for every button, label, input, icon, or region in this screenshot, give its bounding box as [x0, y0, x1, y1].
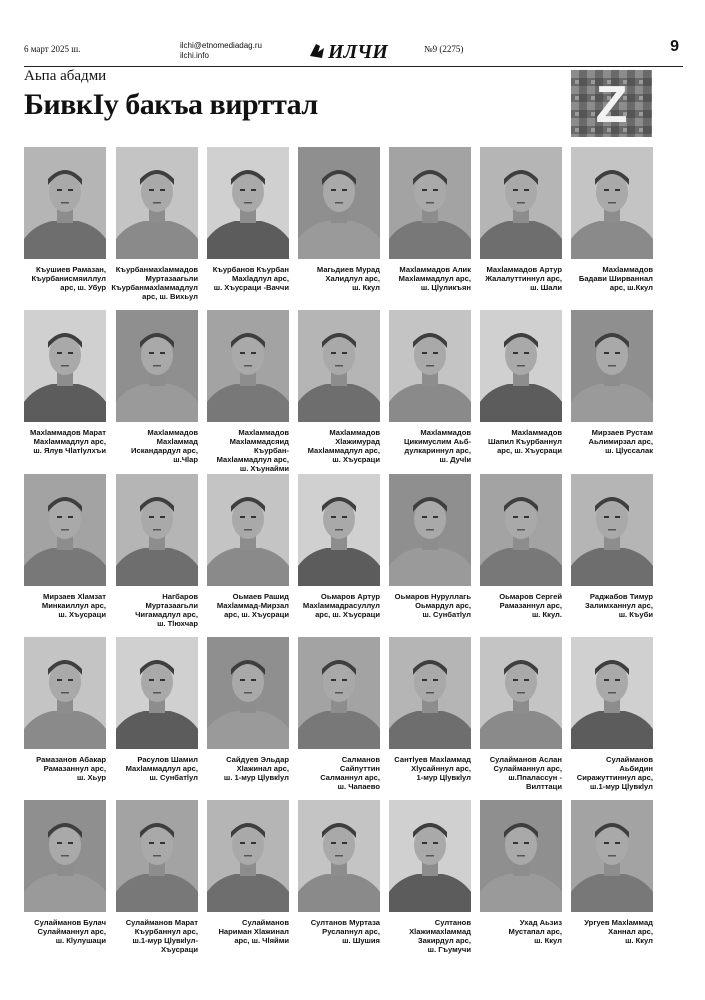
z-emblem — [571, 70, 652, 137]
soldier-card — [389, 474, 471, 619]
soldier-caption: Къурбанмахlаммадов Муртазаагьли Къурбанмахlаммадлул арс, ш. Вихьул — [111, 265, 198, 301]
soldier-photo — [116, 147, 198, 259]
soldier-card — [389, 310, 471, 464]
soldier-photo — [571, 800, 653, 912]
soldier-photo — [571, 637, 653, 749]
soldier-photo — [207, 310, 289, 422]
soldier-caption: Махlаммадов Алик Махlаммадлул арс, ш. Цlуликъян — [398, 265, 471, 292]
soldier-card — [24, 800, 106, 945]
header-divider — [24, 66, 683, 67]
soldier-photo — [298, 474, 380, 586]
soldier-card — [298, 637, 380, 791]
soldier-photo — [389, 474, 471, 586]
soldier-caption: Султанов Хlажимахlаммад Закирдул арс, ш. Гъумучи — [409, 918, 471, 954]
soldier-card — [571, 800, 653, 945]
soldier-card — [389, 147, 471, 292]
soldier-photo — [24, 310, 106, 422]
soldier-card — [24, 637, 106, 782]
soldier-caption: Махlаммадов Цикимуслим Аьб- дулкариннул арс, ш. Дучlи — [403, 428, 471, 464]
soldier-card — [207, 310, 289, 473]
soldier-caption: Сайдуев Эльдар Хlажинал арс, ш. 1-мур Цlувкlул — [223, 755, 289, 782]
soldier-photo — [24, 800, 106, 912]
soldier-photo — [298, 310, 380, 422]
soldier-card — [111, 147, 198, 301]
soldier-card — [480, 637, 562, 791]
soldier-card — [571, 474, 653, 619]
soldier-caption: Махlаммадов Махlаммад Искандардул арс, ш.Чlар — [131, 428, 198, 464]
soldier-photo — [480, 147, 562, 259]
section-label: Аьпа абадми — [24, 68, 107, 84]
soldier-card — [116, 637, 198, 782]
soldier-photo — [116, 637, 198, 749]
soldier-caption: Оьмаров Нуруллагь Оьмардул арс, ш. Сунбатlул — [394, 592, 471, 619]
soldier-photo — [389, 637, 471, 749]
soldier-caption: Махlаммадов Бадави Ширваннал арс, ш.Ккул — [578, 265, 653, 292]
soldier-card — [389, 800, 471, 954]
soldier-card — [207, 474, 289, 619]
soldier-photo — [480, 637, 562, 749]
soldier-photo — [480, 800, 562, 912]
soldier-photo — [207, 147, 289, 259]
soldier-photo — [298, 147, 380, 259]
soldier-caption: Мирзаев Рустам Аьлимирзал арс, ш. Цlуссалак — [588, 428, 653, 455]
soldier-photo — [207, 637, 289, 749]
soldier-card — [116, 474, 198, 628]
soldier-caption: Раджабов Тимур Залимханнул арс, ш. Къуби — [585, 592, 653, 619]
soldier-card — [298, 310, 380, 464]
soldier-caption: Махlаммадов Хlажимурад Махlаммадлул арс, ш. Хъусраци — [307, 428, 380, 464]
soldier-caption: Сулайманов Булач Сулайманнул арс, ш. Кlулушаци — [34, 918, 106, 945]
soldier-photo — [24, 147, 106, 259]
soldier-caption: Сулайманов Марат Къурбаннул арс, ш.1-мур Цlувкlул- Хъусраци — [125, 918, 198, 954]
soldier-card — [298, 147, 380, 292]
soldier-photo — [389, 147, 471, 259]
soldier-card — [24, 310, 106, 455]
soldier-photo — [116, 310, 198, 422]
soldier-photo — [389, 310, 471, 422]
soldier-caption: Рамазанов Абакар Рамазаннул арс, ш. Хьур — [36, 755, 106, 782]
page-title: БивкІу бакъа вирттал — [24, 88, 318, 121]
soldier-card — [24, 474, 106, 619]
soldier-caption: Сулайманов Нариман Хlажинал арс, ш. Чlяйми — [218, 918, 289, 945]
soldier-caption: Нагбаров Муртазаагьли Чигамадлул арс, ш. Тlюхчар — [135, 592, 198, 628]
soldier-photo — [116, 474, 198, 586]
soldier-card — [24, 147, 106, 292]
soldier-photo — [24, 637, 106, 749]
soldier-card — [207, 800, 289, 945]
issue-number: №9 (2275) — [424, 44, 464, 54]
soldier-caption: Махlаммадов Артур Жалалуттиннул арс, ш. Шали — [485, 265, 562, 292]
svg-text:ИЛЧИ: ИЛЧИ — [328, 41, 388, 62]
soldier-card — [298, 800, 380, 945]
soldier-caption: Сулайманов Аьбидин Сиражуттиннул арс, ш.1-мур Цlувкlул — [576, 755, 653, 791]
soldier-card — [571, 147, 653, 292]
svg-text:Z: Z — [595, 76, 628, 134]
site-link[interactable]: ilchi.info — [180, 51, 209, 60]
soldier-caption: Ургуев Махlаммад Ханнал арс, ш. Ккул — [584, 918, 653, 945]
soldier-caption: Оьмаев Рашид Махlаммад-Мирзал арс, ш. Хъусраци — [216, 592, 289, 619]
soldier-card — [480, 474, 562, 619]
soldier-caption: Сулайманов Аслан Сулайманнул арс, ш.Ппалассун - Вилттаци — [489, 755, 562, 791]
soldier-photo — [480, 310, 562, 422]
soldier-card — [389, 637, 471, 782]
soldier-photo — [116, 800, 198, 912]
soldier-caption: Къушиев Рамазан, Къурбанисмяиллул арс, ш. Убур — [31, 265, 106, 292]
soldier-caption: Къурбанов Къурбан Махlадлул арс, ш. Хъусраци -Ваччи — [212, 265, 289, 292]
soldier-caption: Махlаммадов Шапил Къурбаннул арс, ш. Хъусраци — [487, 428, 562, 455]
soldier-photo — [571, 310, 653, 422]
soldier-caption: Оьмаров Сергей Рамазаннул арс, ш. Ккул. — [499, 592, 562, 619]
soldier-caption: Сантlуев Махlаммад Хlусайннул арс, 1-мур Цlувкlул — [394, 755, 471, 782]
soldier-caption: Ухад Аьзиз Мустапал арс, ш. Ккул — [508, 918, 562, 945]
soldier-card — [207, 147, 289, 292]
soldier-caption: Махlаммадов Махlаммадсяид Къурбан- Махlаммадлул арс, ш. Хъунайми — [216, 428, 289, 473]
soldier-photo — [571, 147, 653, 259]
soldier-card — [480, 147, 562, 292]
soldier-card — [480, 310, 562, 455]
soldier-caption: Султанов Муртаза Руслаnнул арс, ш. Шушия — [310, 918, 380, 945]
soldier-photo — [298, 800, 380, 912]
soldier-caption: Расулов Шамил Махlаммадлул арс, ш. Сунбатlул — [125, 755, 198, 782]
soldier-card — [571, 310, 653, 455]
email-link[interactable]: ilchi@etnomediadag.ru — [180, 41, 262, 50]
contacts — [180, 41, 262, 61]
newspaper-logo — [306, 40, 396, 62]
soldier-photo — [207, 800, 289, 912]
soldier-photo — [207, 474, 289, 586]
page-header — [24, 38, 683, 64]
soldier-photo — [389, 800, 471, 912]
soldier-card — [480, 800, 562, 945]
soldier-caption: Салманов Сайпуттин Салманнул арс, ш. Чапаево — [320, 755, 380, 791]
soldier-card — [571, 637, 653, 791]
soldier-card — [298, 474, 380, 619]
soldier-card — [116, 310, 198, 464]
soldier-card — [116, 800, 198, 954]
page-number: 9 — [670, 38, 679, 55]
soldier-photo — [571, 474, 653, 586]
soldier-photo — [24, 474, 106, 586]
soldier-caption: Магьдиев Мурад Халидлул арс, ш. Ккул — [316, 265, 380, 292]
issue-date: 6 март 2025 ш. — [24, 44, 81, 54]
soldier-caption: Оьмаров Артур Махlаммадрасуллул арс, ш. Хъусраци — [302, 592, 380, 619]
soldier-caption: Махlаммадов Марат Махlаммадлул арс, ш. Ялув Чlатlулхъи — [29, 428, 106, 455]
soldier-card — [207, 637, 289, 782]
soldier-photo — [298, 637, 380, 749]
soldier-photo — [480, 474, 562, 586]
soldier-caption: Мирзаев Хlамзат Минкаиллул арс, ш. Хъусраци — [41, 592, 106, 619]
